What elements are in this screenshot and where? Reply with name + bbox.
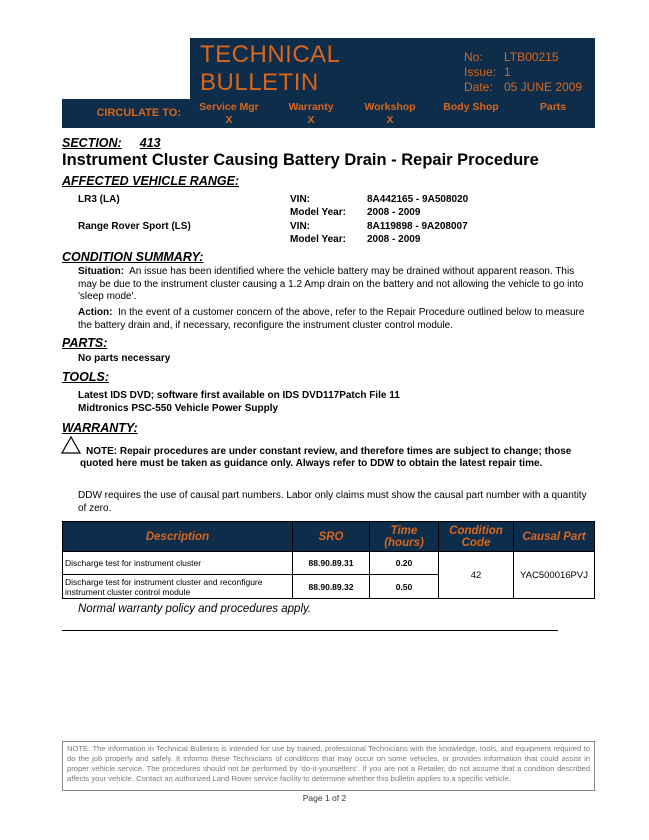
tools-line-2: Midtronics PSC-550 Vehicle Power Supply — [78, 403, 279, 414]
circulate-body-shop: Body Shop — [443, 101, 499, 113]
date-label: Date: — [464, 80, 493, 94]
issue-value: 1 — [504, 65, 511, 79]
action-paragraph: Action: In the event of a customer concern of the above, refer to the Repair Procedure outlined below to measure the battery drain and, if necessary, reconfigure the instrument cluster control module. — [78, 307, 585, 331]
date-value: 05 JUNE 2009 — [504, 80, 583, 94]
disclaimer-box: NOTE: The information in Technical Bulletins is intended for use by trained, professional Technicians with the knowledge, tools, and equipment required to do the job properly and safely. It informs these Technicians of conditions that may occur on some vehicles, or provides information that could assist in proper vehicle service. The procedures should not be performed by 'do-it-yourselfers'. If you are not a Retailer, do not assume that a condition described affects your vehicle. Contact an authorized Land Rover service facility to determine whether this bulletin applies to a specific vehicle. — [62, 741, 595, 791]
col-header-condition-code: Condition Code — [439, 522, 514, 552]
row-1-time: 0.20 — [370, 552, 439, 575]
row-1-description: Discharge test for instrument cluster — [63, 552, 293, 575]
circulate-warranty: Warranty X — [288, 101, 334, 126]
row-1-sro: 88.90.89.31 — [293, 552, 370, 575]
warranty-table — [62, 521, 595, 599]
circulate-workshop: Workshop X — [364, 101, 416, 126]
circulate-service-mgr: Service Mgr X — [199, 101, 259, 126]
my-label-2: Model Year: — [290, 234, 346, 245]
section-label: SECTION: 413 — [62, 136, 161, 150]
my-value-2: 2008 - 2009 — [367, 234, 421, 245]
vin-value-1: 8A442165 - 9A508020 — [367, 194, 469, 205]
row-2-description: Discharge test for instrument cluster and reconfigure instrument cluster control module — [63, 575, 293, 599]
condition-code: 42 — [439, 552, 514, 599]
circulate-parts: Parts — [539, 101, 567, 113]
page-number: Page 1 of 2 — [302, 793, 347, 803]
warranty-heading: WARRANTY: — [62, 421, 138, 435]
warranty-policy: Normal warranty policy and procedures apply. — [78, 603, 312, 615]
vehicle-name-1: LR3 (LA) — [78, 194, 120, 205]
tools-heading: TOOLS: — [62, 370, 109, 384]
vin-label-2: VIN: — [290, 221, 310, 232]
row-2-time: 0.50 — [370, 575, 439, 599]
no-value: LTB00215 — [504, 50, 559, 64]
col-header-causal-part: Causal Part — [514, 522, 595, 552]
col-header-description: Description — [63, 522, 293, 552]
situation-paragraph: Situation: An issue has been identified where the vehicle battery may be drained without apparent reason. This may be due to the instrument cluster causing a 1.2 Amp drain on the battery and not allowing the vehicle to go into 'sleep mode'. — [78, 266, 584, 302]
row-2-sro: 88.90.89.32 — [293, 575, 370, 599]
warning-icon — [61, 436, 81, 454]
condition-heading: CONDITION SUMMARY: — [62, 250, 204, 264]
circulate-label: CIRCULATE TO: — [62, 99, 189, 127]
table-row — [63, 552, 595, 575]
ddw-text: DDW requires the use of causal part numbers. Labor only claims must show the causal part number with a quantity of zero. — [78, 490, 587, 514]
page-title: Instrument Cluster Causing Battery Drain - Repair Procedure — [62, 151, 539, 169]
vin-value-2: 8A119898 - 9A208007 — [367, 221, 468, 232]
no-label: No: — [464, 50, 483, 64]
my-label-1: Model Year: — [290, 207, 346, 218]
col-header-sro: SRO — [293, 522, 370, 552]
divider — [62, 630, 558, 631]
tools-line-1: Latest IDS DVD; software first available on IDS DVD117Patch File 11 — [78, 390, 400, 401]
vin-label-1: VIN: — [290, 194, 310, 205]
causal-part: YAC500016PVJ — [514, 552, 595, 599]
affected-heading: AFFECTED VEHICLE RANGE: — [62, 174, 240, 188]
bulletin-meta — [454, 38, 595, 99]
vehicle-name-2: Range Rover Sport (LS) — [78, 221, 191, 232]
my-value-1: 2008 - 2009 — [367, 207, 421, 218]
bulletin-title: TECHNICAL BULLETIN — [190, 38, 454, 99]
issue-label: Issue: — [464, 65, 497, 79]
col-header-time: Time (hours) — [370, 522, 439, 552]
parts-text: No parts necessary — [78, 353, 171, 364]
parts-heading: PARTS: — [62, 336, 108, 350]
warranty-note: NOTE: Repair procedures are under constant review, and therefore times are subject to change; those quoted here must be taken as guidance only. Always refer to DDW to obtain the latest repair time. — [80, 446, 572, 469]
